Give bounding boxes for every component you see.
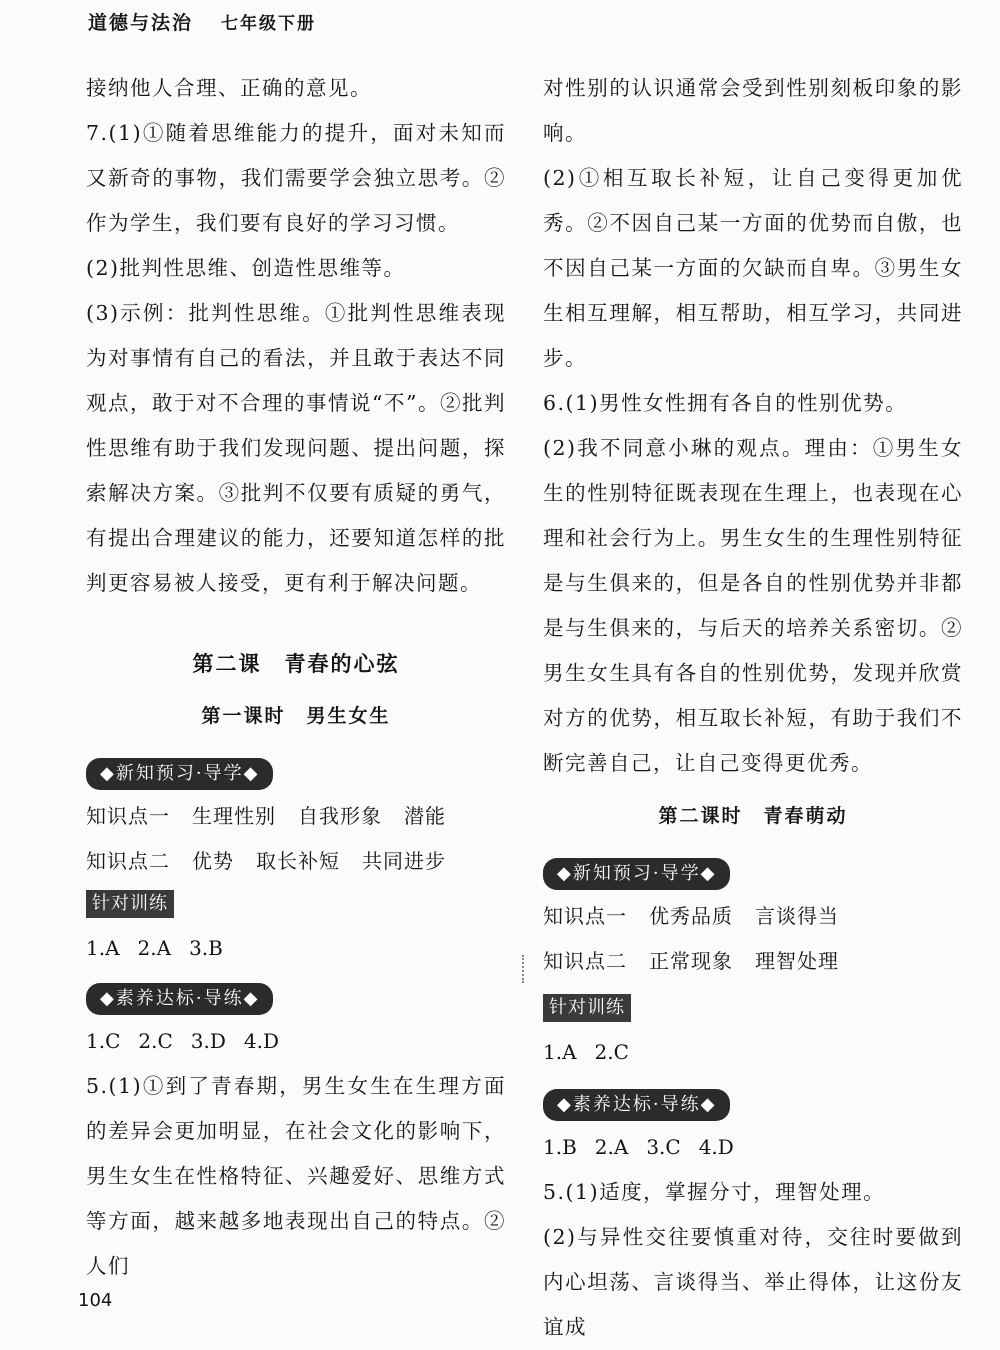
right-paragraph-1: 对性别的认识通常会受到性别刻板印象的影响。	[543, 76, 963, 145]
answer: 1.B	[543, 1135, 577, 1159]
answer: 2.A	[137, 936, 172, 960]
kp-item: 言谈得当	[755, 904, 839, 928]
answer-row-2	[86, 1019, 506, 1064]
kp-item: 理智处理	[755, 949, 839, 973]
kp-item: 取长补短	[256, 849, 340, 873]
answer: 2.A	[594, 1135, 629, 1159]
practice-banner: ◆素养达标·导练◆	[543, 1089, 730, 1121]
answer: 4.D	[698, 1135, 734, 1159]
training-tag: 针对训练	[86, 890, 174, 918]
subject-title: 道德与法治	[88, 12, 194, 34]
answer: 2.C	[138, 1029, 173, 1053]
left-column	[86, 66, 506, 1289]
grade-label: 七年级下册	[221, 14, 317, 34]
section-title-2: 第二课时 青春萌动	[658, 805, 848, 827]
kp-item: 共同进步	[362, 849, 446, 873]
preview-banner: ◆新知预习·导学◆	[86, 758, 273, 790]
preview-banner: ◆新知预习·导学◆	[543, 858, 730, 890]
left-paragraph-5: 5.(1)①到了青春期，男生女生在生理方面的差异会更加明显，在社会文化的影响下，男生女生在性格特征、兴趣爱好、思维方式等方面，越来越多地表现出自己的特点。②人们	[86, 1074, 506, 1278]
training-tag: 针对训练	[543, 994, 631, 1022]
kp-item: 潜能	[404, 804, 446, 828]
left-paragraph-3: (2)批判性思维、创造性思维等。	[86, 256, 406, 280]
kp-item: 生理性别	[192, 804, 276, 828]
lesson-title: 第二课 青春的心弦	[192, 652, 400, 676]
practice-banner: ◆素养达标·导练◆	[86, 983, 273, 1015]
kp-label: 知识点一	[86, 804, 170, 828]
answer-row-1	[86, 926, 506, 971]
right-paragraph-4: (2)我不同意小琳的观点。理由：①男生女生的性别特征既表现在生理上，也表现在心理和社会行为上。男生女生的生理性别特征是与生俱来的，但是各自的性别优势并非都是与生俱来的，与后天的培养关系密切。②男生女生具有各自的性别优势，发现并欣赏对方的优势，相互取长补短，有助于我们不断完善自己，让自己变得更优秀。	[543, 436, 963, 775]
answer: 4.D	[243, 1029, 280, 1053]
running-header	[88, 8, 316, 35]
section-title-1: 第一课时 男生女生	[201, 705, 391, 727]
answer: 3.D	[190, 1029, 226, 1053]
right-paragraph-2: (2)①相互取长补短，让自己变得更加优秀。②不因自己某一方面的优势而自傲，也不因自己某一方面的欠缺而自卑。③男生女生相互理解，相互帮助，相互学习，共同进步。	[543, 166, 963, 370]
right-paragraph-3: 6.(1)男性女性拥有各自的性别优势。	[543, 391, 908, 415]
kp-item: 自我形象	[298, 804, 382, 828]
left-paragraph-4: (3)示例：批判性思维。①批判性思维表现为对事情有自己的看法，并且敢于表达不同观点，敢于对不合理的事情说“不”。②批判性思维有助于我们发现问题、提出问题，探索解决方案。③批判不仅要有质疑的勇气，有提出合理建议的能力，还要知道怎样的批判更容易被人接受，更有利于解决问题。	[86, 301, 506, 595]
kp-label: 知识点二	[86, 849, 170, 873]
kp-label: 知识点二	[543, 949, 627, 973]
left-paragraph-1: 接纳他人合理、正确的意见。	[86, 76, 372, 100]
left-paragraph-2: 7.(1)①随着思维能力的提升，面对未知而又新奇的事物，我们需要学会独立思考。②作为学生，我们要有良好的学习习惯。	[86, 121, 506, 235]
answer-row-2	[543, 1125, 963, 1170]
knowledge-point-1	[86, 794, 506, 839]
knowledge-point-1	[543, 894, 963, 939]
right-column	[543, 66, 963, 1350]
page-number: 104	[78, 1290, 113, 1311]
answer: 3.B	[189, 936, 223, 960]
right-paragraph-5: 5.(1)适度，掌握分寸，理智处理。	[543, 1180, 886, 1204]
column-divider	[522, 955, 526, 983]
kp-item: 优势	[192, 849, 234, 873]
answer: 1.C	[86, 1029, 121, 1053]
right-paragraph-6: (2)与异性交往要慎重对待，交往时要做到内心坦荡、言谈得当、举止得体，让这份友谊成	[543, 1225, 963, 1339]
answer: 1.A	[86, 936, 120, 960]
kp-item: 优秀品质	[649, 904, 733, 928]
answer: 1.A	[543, 1040, 577, 1064]
answer-row-1	[543, 1030, 963, 1075]
knowledge-point-2	[543, 939, 963, 984]
answer: 3.C	[646, 1135, 681, 1159]
kp-item: 正常现象	[649, 949, 733, 973]
answer: 2.C	[594, 1040, 629, 1064]
knowledge-point-2	[86, 839, 506, 884]
kp-label: 知识点一	[543, 904, 627, 928]
